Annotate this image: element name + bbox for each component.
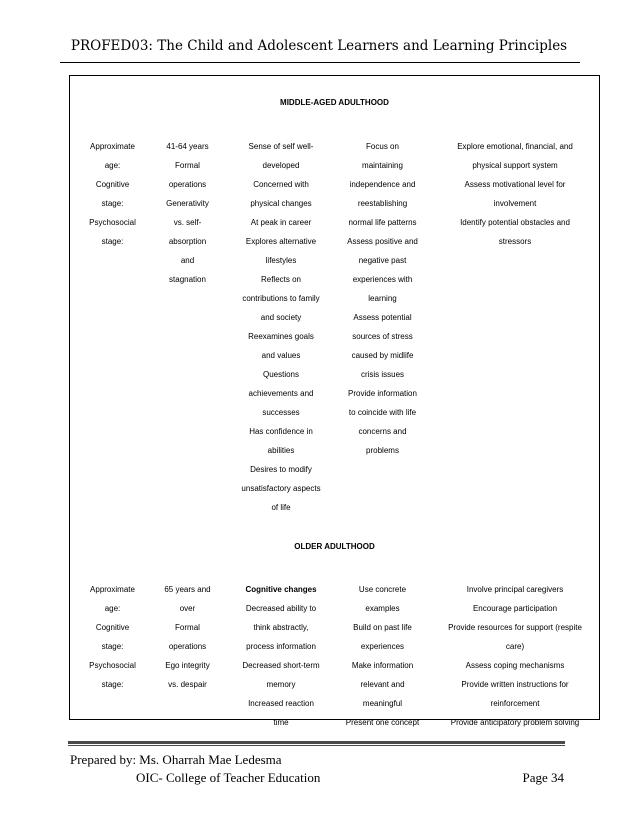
- table-cell-line: Psychosocial: [89, 661, 136, 670]
- table-cell-line: process information: [246, 642, 316, 651]
- table-cell-line: vs. self-: [173, 218, 202, 227]
- table-cell-line: successes: [262, 408, 300, 417]
- table-cell-line: over: [179, 604, 196, 613]
- table-cell-line: Build on past life: [353, 623, 412, 632]
- table-cell-line: vs. despair: [168, 680, 207, 689]
- table-cell-line: Make information: [351, 661, 414, 670]
- table-cell-line: learning: [368, 294, 397, 303]
- table-cell-line: care): [505, 642, 525, 651]
- table-cell-line: time: [273, 718, 289, 727]
- table-cell-line: Cognitive: [95, 180, 130, 189]
- table-cell-line: stage:: [101, 199, 124, 208]
- table-cell-line: Provide information: [348, 389, 417, 398]
- s2-col-characteristics: [227, 580, 335, 732]
- table-cell-line: stage:: [101, 237, 124, 246]
- table-cell-line: Assess potential: [353, 313, 412, 322]
- table-cell-line: age:: [104, 604, 121, 613]
- table-cell-line: unsatisfactory aspects: [241, 484, 321, 493]
- s2-col-stage-labels: [70, 580, 155, 694]
- table-cell-line: sources of stress: [352, 332, 413, 341]
- table-cell-line: Provide resources for support (respite: [448, 623, 582, 632]
- table-cell-line: developed: [262, 161, 300, 170]
- table-cell-line: Has confidence in: [249, 427, 313, 436]
- table-cell-line: problems: [366, 446, 399, 455]
- table-cell-line: Involve principal caregivers: [466, 585, 564, 594]
- table-cell-line: Present one concept: [345, 718, 420, 727]
- s2-col-teaching-strategies: [335, 580, 430, 732]
- table-cell-line: Provide anticipatory problem solving: [450, 718, 580, 727]
- s2-col-age-stage-values: [150, 580, 225, 694]
- table-cell-line: involvement: [493, 199, 537, 208]
- table-cell-line: of life: [271, 503, 291, 512]
- table-cell-line: Approximate: [90, 142, 135, 151]
- table-cell-line: Questions: [262, 370, 300, 379]
- table-cell-line: normal life patterns: [348, 218, 417, 227]
- table-cell-line: Increased reaction: [248, 699, 314, 708]
- table-cell-line: think abstractly,: [253, 623, 309, 632]
- table-cell-line: reinforcement: [490, 699, 540, 708]
- table-cell-line: experiences: [360, 642, 405, 651]
- table-cell-line: crisis issues: [360, 370, 405, 379]
- table-cell-line: Cognitive: [95, 623, 130, 632]
- table-cell-line: Explore emotional, financial, and: [457, 142, 573, 151]
- s2-col-assessment: [432, 580, 598, 732]
- table-cell-line: Assess coping mechanisms: [465, 661, 565, 670]
- table-cell-line: Reexamines goals: [248, 332, 314, 341]
- header-divider: [60, 62, 580, 63]
- table-cell-line: maintaining: [362, 161, 403, 170]
- table-cell-line: relevant and: [360, 680, 405, 689]
- table-cell-line: Decreased ability to: [245, 604, 317, 613]
- table-cell-line: Approximate: [90, 585, 135, 594]
- table-cell-line: Sense of self well-: [248, 142, 314, 151]
- table-cell-line: physical changes: [250, 199, 312, 208]
- table-cell-line: stressors: [498, 237, 532, 246]
- table-cell-line: caused by midlife: [351, 351, 414, 360]
- table-cell-line: Provide written instructions for: [461, 680, 569, 689]
- table-cell-line: Encourage participation: [472, 604, 558, 613]
- table-cell-line: concerns and: [358, 427, 407, 436]
- footer-divider-thick: [68, 741, 565, 744]
- table-cell-line: stage:: [101, 642, 124, 651]
- table-cell-line: operations: [168, 180, 207, 189]
- table-cell-line: negative past: [358, 256, 407, 265]
- table-cell-line: Ego integrity: [165, 661, 210, 670]
- development-table: [69, 75, 600, 727]
- table-cell-line: to coincide with life: [348, 408, 417, 417]
- table-cell-line: lifestyles: [265, 256, 297, 265]
- table-cell-line: achievements and: [248, 389, 314, 398]
- table-cell-line: examples: [365, 604, 400, 613]
- footer-page-number: Page 34: [522, 770, 564, 785]
- table-cell-line: independence and: [349, 180, 416, 189]
- table-cell-line: Identify potential obstacles and: [460, 218, 570, 227]
- table-cell-line: Cognitive changes: [245, 585, 317, 594]
- table-cell-line: Formal: [175, 623, 200, 632]
- table-cell-line: Desires to modify: [250, 465, 312, 474]
- table-cell-line: Generativity: [166, 199, 209, 208]
- table-cell-line: and values: [261, 351, 301, 360]
- table-cell-line: Use concrete: [358, 585, 407, 594]
- page-header-title: PROFED03: The Child and Adolescent Learners and Learning Principles: [70, 38, 568, 54]
- table-cell-line: age:: [104, 161, 121, 170]
- table-cell-line: Concerned with: [253, 180, 309, 189]
- table-cell-line: memory: [266, 680, 296, 689]
- table-cell-line: reestablishing: [357, 199, 408, 208]
- table-cell-line: Assess motivational level for: [464, 180, 566, 189]
- table-cell-line: and: [180, 256, 195, 265]
- s1-col-teaching-strategies: [335, 137, 430, 460]
- table-cell-line: Psychosocial: [89, 218, 136, 227]
- table-cell-line: 65 years and: [164, 585, 211, 594]
- footer-divider-thin: [68, 745, 565, 746]
- section-title-middle-aged: MIDDLE-AGED ADULTHOOD: [280, 98, 389, 107]
- footer-prepared-by: Prepared by: Ms. Oharrah Mae Ledesma: [70, 752, 282, 767]
- table-cell-line: stagnation: [169, 275, 206, 284]
- table-cell-line: experiences with: [352, 275, 413, 284]
- table-cell-line: and society: [260, 313, 302, 322]
- s1-col-assessment: [432, 137, 598, 251]
- table-cell-line: abilities: [267, 446, 295, 455]
- table-cell-line: 41-64 years: [166, 142, 209, 151]
- table-cell-line: meaningful: [362, 699, 403, 708]
- s1-col-age-stage-values: [150, 137, 225, 289]
- table-cell-line: Assess positive and: [347, 237, 418, 246]
- table-cell-line: At peak in career: [250, 218, 312, 227]
- s1-col-characteristics: [227, 137, 335, 517]
- section-title-older: OLDER ADULTHOOD: [294, 542, 375, 551]
- table-cell-line: Decreased short-term: [242, 661, 320, 670]
- footer-institution: OIC- College of Teacher Education: [136, 770, 321, 785]
- table-cell-line: Formal: [175, 161, 200, 170]
- table-cell-line: operations: [168, 642, 207, 651]
- table-cell-line: absorption: [168, 237, 207, 246]
- table-cell-line: physical support system: [472, 161, 558, 170]
- table-cell-line: Focus on: [366, 142, 399, 151]
- s1-col-stage-labels: [70, 137, 155, 251]
- table-cell-line: Reflects on: [260, 275, 302, 284]
- table-cell-line: contributions to family: [242, 294, 320, 303]
- table-cell-line: stage:: [101, 680, 124, 689]
- table-cell-line: Explores alternative: [245, 237, 317, 246]
